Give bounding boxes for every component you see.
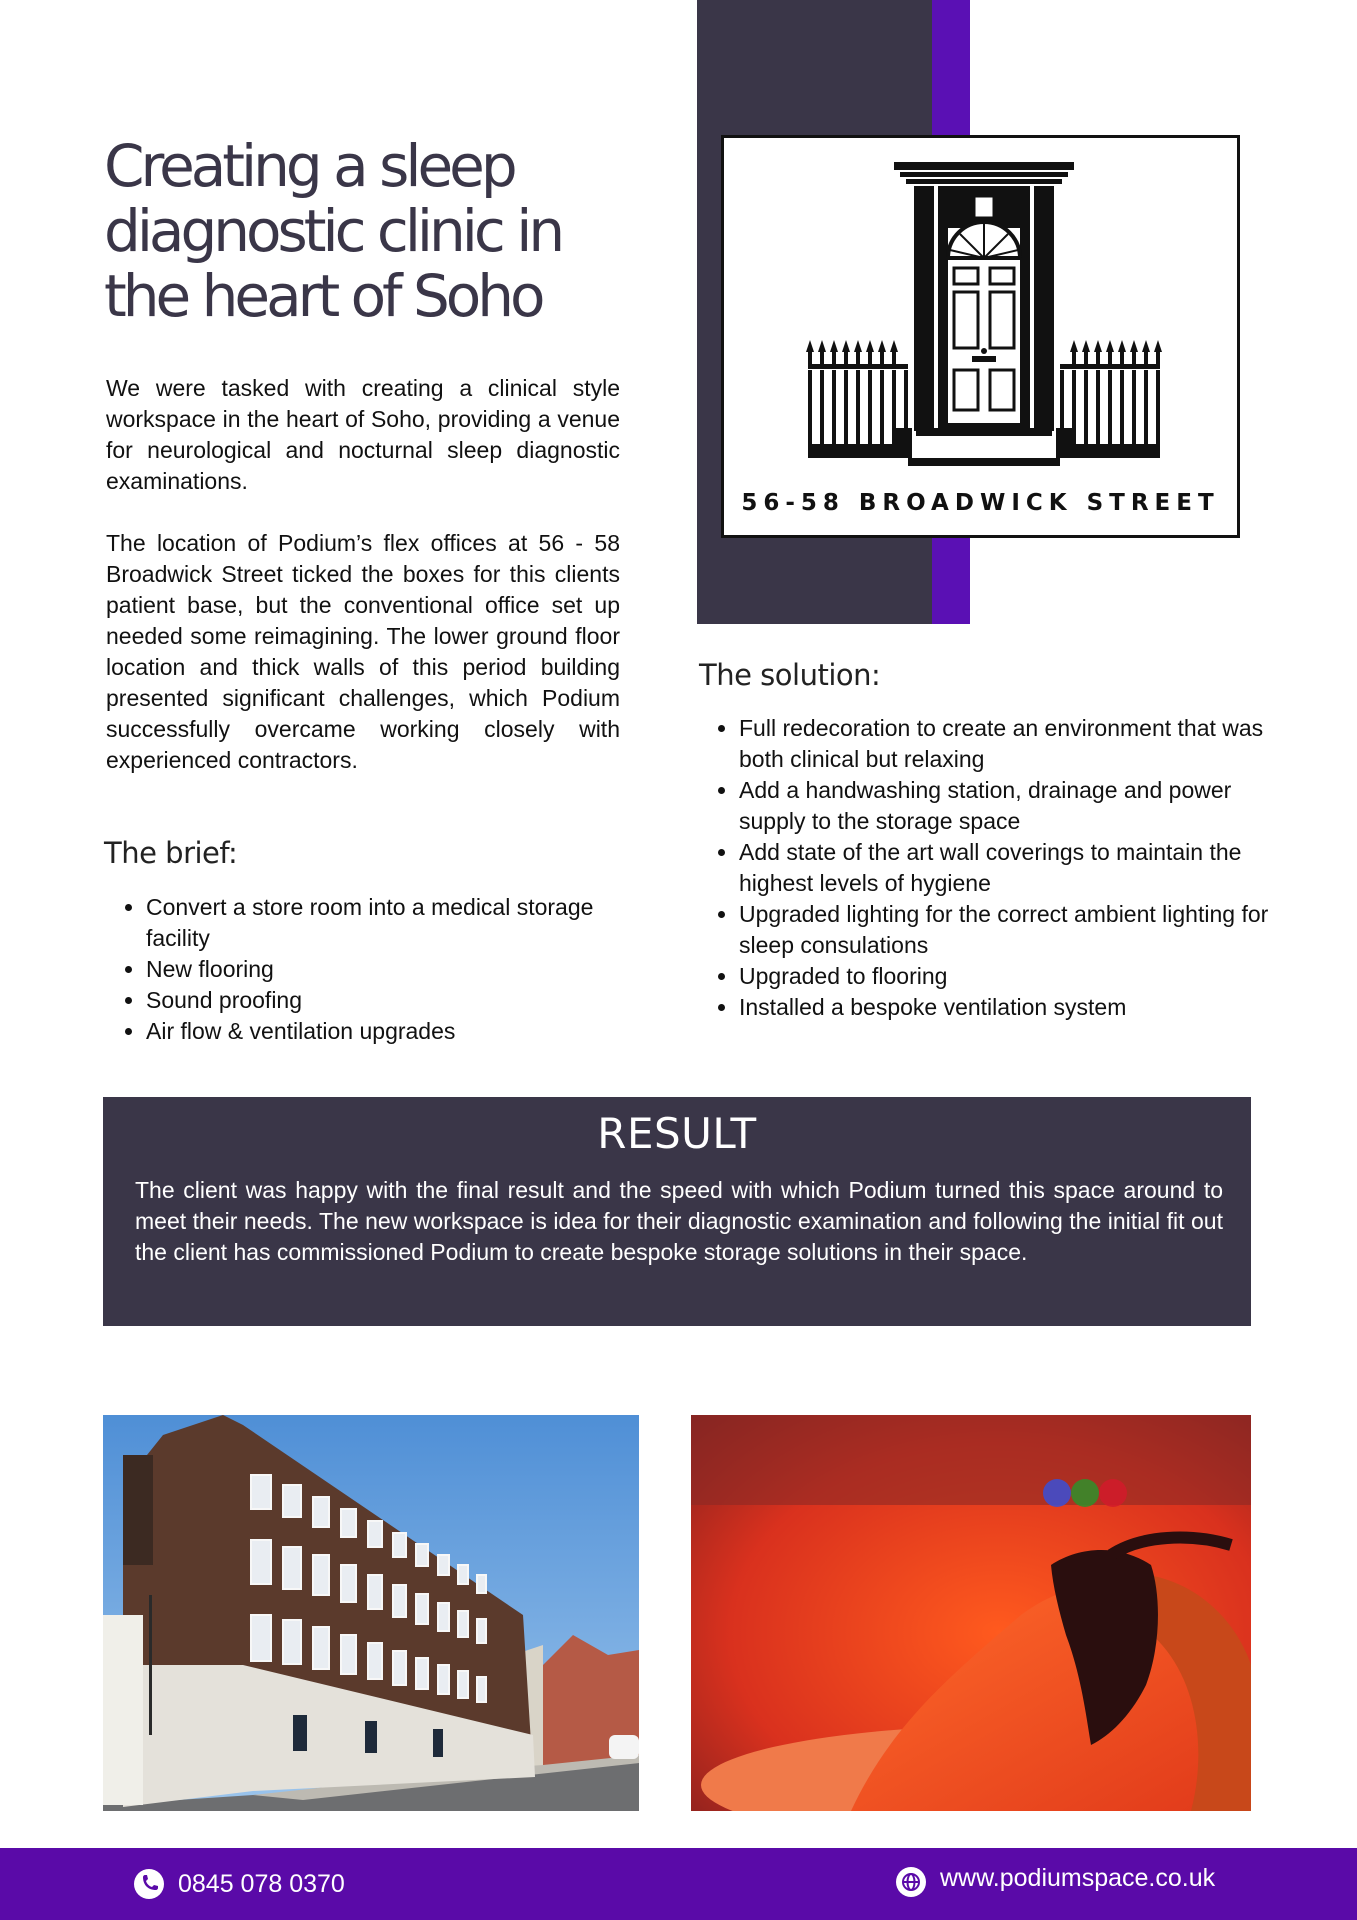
list-item: • Add state of the art wall coverings to maintain the highest levels of hygiene bbox=[739, 837, 1289, 899]
broadwick-street-logo bbox=[721, 135, 1240, 538]
result-text: The client was happy with the final result and the speed with which Podium turned this space around to meet their needs. The new workspace is idea for their diagnostic examination and following the initial fit out the client has commissioned Podium to create bespoke storage solutions in their space. bbox=[135, 1177, 1223, 1265]
sleep-study-photo bbox=[691, 1415, 1251, 1811]
building-photo-icon bbox=[103, 1415, 639, 1811]
list-item: • Sound proofing bbox=[146, 985, 646, 1016]
list-item: • Installed a bespoke ventilation system bbox=[739, 992, 1289, 1023]
brief-heading: The brief: bbox=[104, 836, 238, 870]
list-item: • New flooring bbox=[146, 954, 646, 985]
list-item: • Full redecoration to create an environment that was both clinical but relaxing bbox=[739, 713, 1289, 775]
list-item: • Add a handwashing station, drainage and power supply to the storage space bbox=[739, 775, 1289, 837]
list-item: • Air flow & ventilation upgrades bbox=[146, 1016, 646, 1047]
page-title: Creating a sleep diagnostic clinic in the heart of Soho bbox=[104, 132, 562, 330]
solution-heading: The solution: bbox=[699, 658, 881, 692]
phone-icon bbox=[134, 1869, 164, 1899]
sleep-study-photo-icon bbox=[691, 1415, 1251, 1811]
result-panel bbox=[103, 1097, 1251, 1326]
brief-list bbox=[106, 892, 646, 1047]
logo-caption: 56-58 BROADWICK STREET bbox=[741, 490, 1220, 516]
solution-list bbox=[699, 713, 1289, 1023]
intro-paragraph: We were tasked with creating a clinical style workspace in the heart of Soho, providing a venue for neurological and nocturnal sleep diagnostic examinations. bbox=[106, 375, 620, 494]
georgian-doorway-logo-icon bbox=[724, 138, 1237, 535]
phone-number[interactable]: 0845 078 0370 bbox=[178, 1870, 345, 1898]
intro-paragraph: The location of Podium’s flex offices at 56 - 58 Broadwick Street ticked the boxes for this clients patient base, but the conventional office set up needed some reimagining. The lower ground floor location and thick walls of this period building presented significant challenges, which Podium successfully overcame working closely with experienced contractors. bbox=[106, 530, 620, 773]
list-item: • Upgraded to flooring bbox=[739, 961, 1289, 992]
website-link[interactable]: www.podiumspace.co.uk bbox=[940, 1864, 1216, 1892]
list-item: • Upgraded lighting for the correct ambient lighting for sleep consulations bbox=[739, 899, 1289, 961]
globe-icon bbox=[896, 1867, 926, 1897]
result-heading: RESULT bbox=[597, 1109, 757, 1158]
list-item: • Convert a store room into a medical storage facility bbox=[146, 892, 646, 954]
building-photo bbox=[103, 1415, 639, 1811]
footer-bar bbox=[0, 1848, 1357, 1920]
